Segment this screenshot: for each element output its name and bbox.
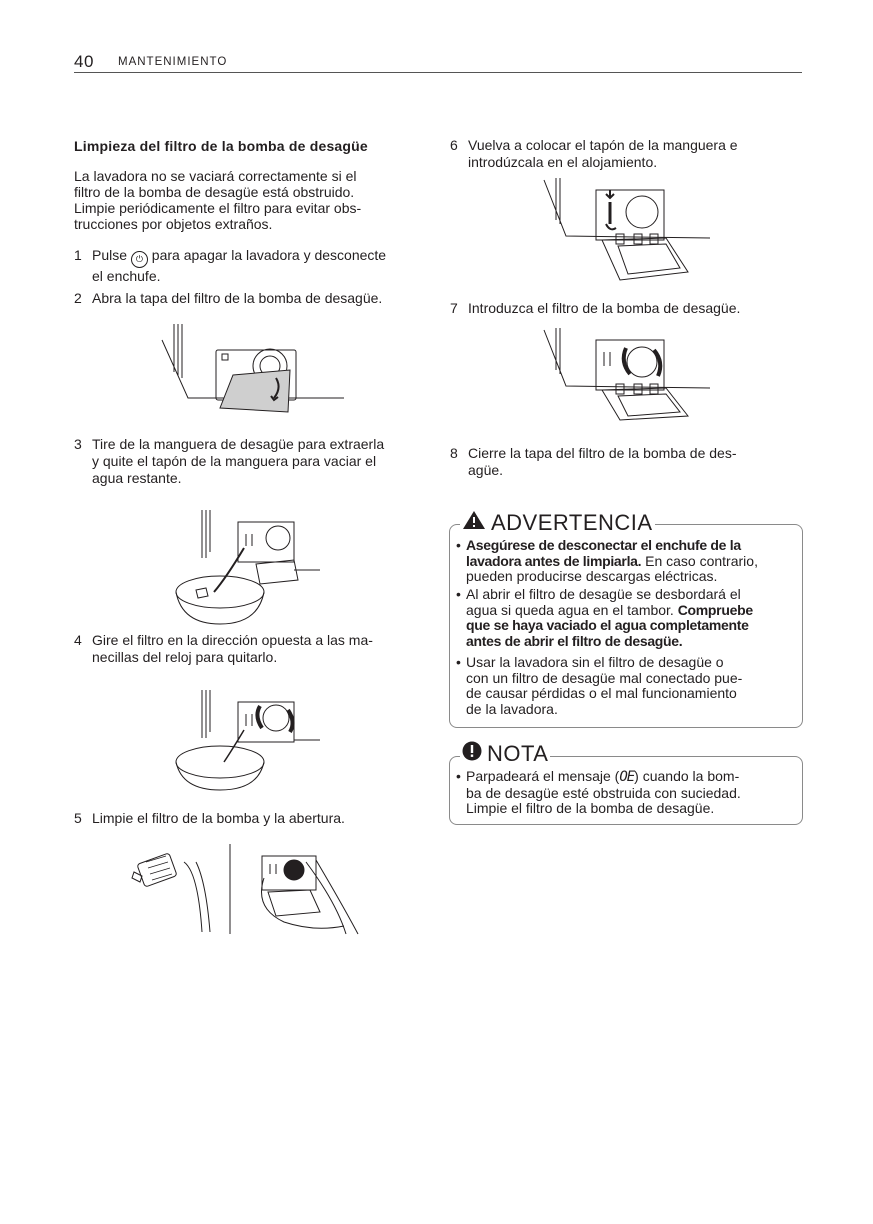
bullet-text: de causar pérdidas o el mal funcionamiento	[466, 685, 737, 701]
bullet-text: Al abrir el filtro de desagüe se desbordará el	[466, 586, 741, 602]
bullet-text: Parpadeará el mensaje (	[466, 768, 620, 784]
bullet-dot: •	[456, 768, 461, 784]
bullet-text: En caso contrario,	[641, 552, 758, 569]
step-text: y quite el tapón de la manguera para vaciar el	[92, 453, 377, 469]
intro-line: filtro de la bomba de desagüe está obstruido.	[74, 184, 355, 200]
step-number: 3	[74, 436, 82, 452]
step-text: Abra la tapa del filtro de la bomba de desagüe.	[92, 290, 383, 306]
warning-bullet-2	[456, 587, 796, 651]
bullet-text: que se haya vaciado el agua completamente	[466, 617, 749, 633]
step-number: 1	[74, 247, 82, 263]
step-5	[74, 810, 434, 828]
note-title-text: NOTA	[487, 741, 549, 766]
bullet-text: con un filtro de desagüe mal conectado pue-	[466, 669, 743, 686]
intro-line: trucciones por objetos extraños.	[74, 216, 273, 232]
step-6	[450, 137, 810, 173]
step-7	[450, 300, 810, 318]
warning-icon	[462, 510, 486, 536]
step-4	[74, 632, 434, 668]
step-1	[74, 247, 434, 283]
step-text: Tire de la manguera de desagüe para extraerla	[92, 436, 385, 452]
intro-line: La lavadora no se vaciará correctamente si el	[74, 168, 357, 184]
bullet-text: ) cuando la bom-	[634, 768, 740, 784]
bullet-text: Asegúrese de desconectar el enchufe de la	[466, 537, 741, 553]
step-text: agua restante.	[92, 470, 182, 486]
info-icon	[462, 741, 482, 767]
step-text: Introduzca el filtro de la bomba de desagüe.	[468, 300, 741, 316]
drain-hose-illustration	[172, 508, 322, 628]
header-divider	[74, 72, 802, 73]
bullet-dot: •	[456, 654, 461, 670]
insert-filter-illustration	[538, 326, 713, 421]
bullet-text: pueden producirse descargas eléctricas.	[466, 568, 718, 584]
step-text: para apagar la lavadora y desconecte	[147, 247, 387, 263]
bullet-text: Limpie el filtro de la bomba de desagüe.	[466, 800, 715, 816]
step-number: 8	[450, 445, 458, 461]
bullet-text: lavadora antes de limpiarla.	[466, 552, 642, 569]
step-text: el enchufe.	[92, 268, 161, 284]
step-8	[450, 445, 810, 481]
clean-filter-illustration	[130, 842, 370, 937]
bullet-text: antes de abrir el filtro de desagüe.	[466, 632, 683, 649]
step-text: Vuelva a colocar el tapón de la manguera e	[468, 137, 738, 153]
section-title: MANTENIMIENTO	[118, 56, 228, 68]
step-number: 7	[450, 300, 458, 316]
warning-bullet-3	[456, 655, 796, 719]
step-2	[74, 290, 434, 308]
warning-bullet-1	[456, 538, 796, 586]
step-number: 5	[74, 810, 82, 826]
step-text: Limpie el filtro de la bomba y la abertura.	[92, 810, 345, 826]
step-text: introdúzcala en el alojamiento.	[468, 154, 658, 170]
step-text: Gire el filtro en la dirección opuesta a las ma-	[92, 632, 373, 648]
bullet-dot: •	[456, 586, 461, 602]
bullet-dot: •	[456, 537, 461, 553]
note-bullet	[456, 769, 796, 817]
bullet-text: ba de desagüe esté obstruida con suciedad.	[466, 784, 741, 801]
bullet-text: de la lavadora.	[466, 700, 558, 717]
section-heading: Limpieza del filtro de la bomba de desagüe	[74, 138, 368, 154]
error-code: OE	[619, 769, 635, 785]
reinsert-hose-cap-illustration	[538, 176, 713, 284]
step-number: 6	[450, 137, 458, 153]
intro-line: Limpie periódicamente el filtro para evitar obs-	[74, 200, 362, 216]
step-text: Pulse	[92, 247, 131, 263]
warning-title	[460, 510, 655, 536]
power-icon: ⏻	[131, 251, 148, 268]
bullet-text: Usar la lavadora sin el filtro de desagüe o	[466, 654, 724, 670]
step-number: 4	[74, 632, 82, 648]
note-title	[460, 741, 550, 767]
step-text: agüe.	[468, 462, 504, 478]
bullet-text: Compruebe	[677, 601, 753, 618]
page-number: 40	[74, 52, 94, 71]
turn-filter-illustration	[172, 688, 322, 793]
warning-title-text: ADVERTENCIA	[491, 510, 653, 535]
step-text: necillas del reloj para quitarlo.	[92, 649, 278, 665]
bullet-text: agua si queda agua en el tambor.	[466, 601, 678, 618]
step-3	[74, 436, 434, 490]
open-filter-cover-illustration	[158, 320, 348, 415]
step-number: 2	[74, 290, 82, 306]
intro-paragraph	[74, 168, 429, 232]
step-text: Cierre la tapa del filtro de la bomba de des-	[468, 445, 737, 461]
